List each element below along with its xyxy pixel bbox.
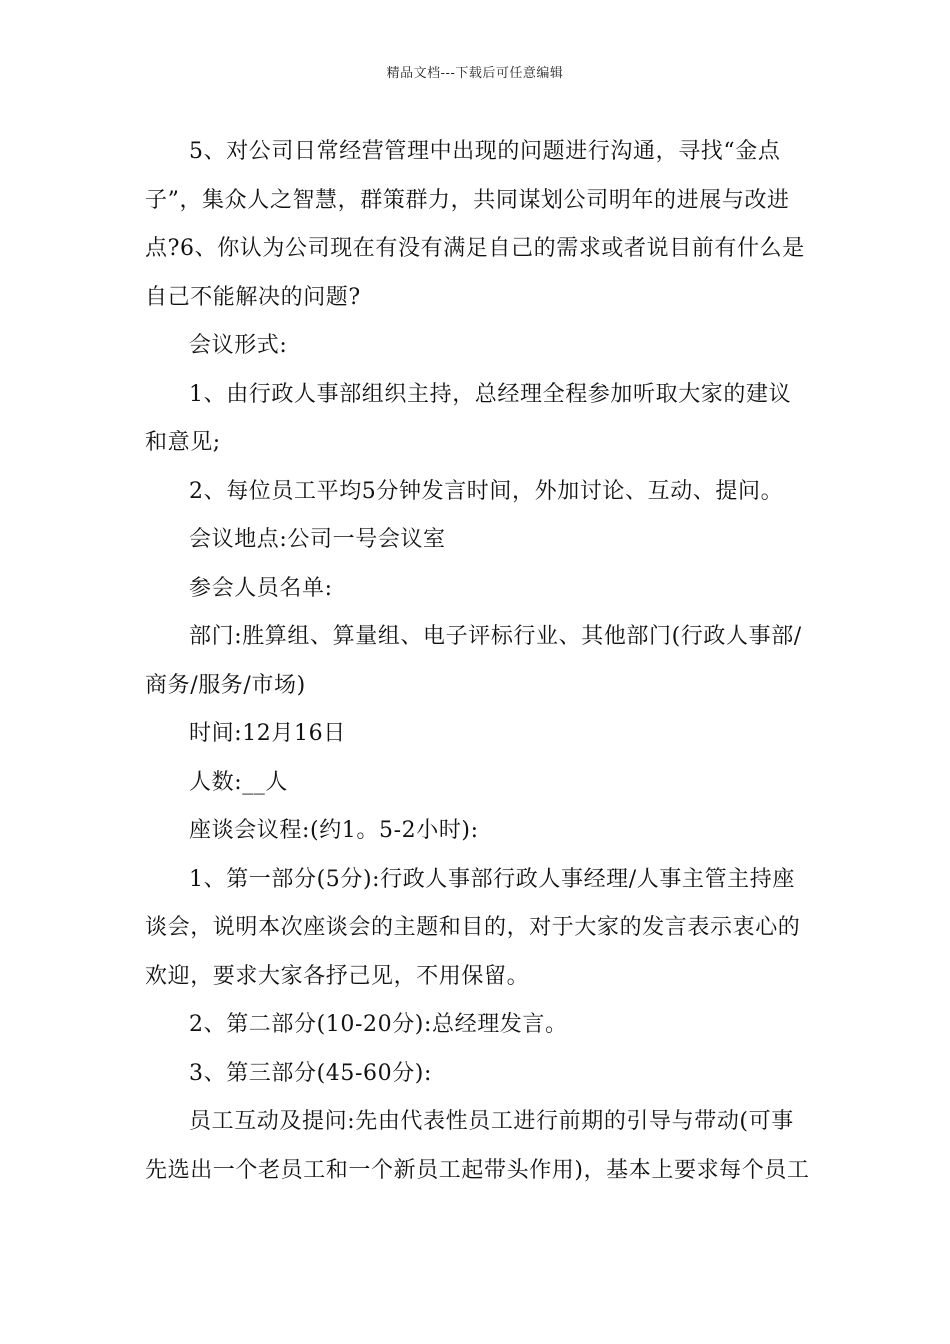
paragraph-departments: 部门:胜算组、算量组、电子评标行业、其他部门(行政人事部/商务/服务/市场) bbox=[145, 624, 802, 698]
paragraph-format-item-2: 2、每位员工平均5分钟发言时间，外加讨论、互动、提问。 bbox=[189, 478, 784, 504]
paragraph-agenda-part-2: 2、第二部分(10-20分):总经理发言。 bbox=[189, 1012, 568, 1037]
paragraph-agenda-item-5: 5、对公司日常经营管理中出现的问题进行沟通，寻找“金点子”，集众人之智慧，群策群力，共同谋划公司明年的进展与改进点?6、你认为公司现在有没有满足自己的需求或者说目前有什么是自己不能解决的问题? bbox=[145, 139, 805, 310]
paragraph-meeting-format-heading: 会议形式: bbox=[189, 333, 288, 358]
document-body bbox=[145, 128, 810, 1195]
paragraph-employee-interaction: 员工互动及提问:先由代表性员工进行前期的引导与带动(可事先选出一个老员工和一个新员工起带头作用)，基本上要求每个员工 bbox=[145, 1109, 810, 1183]
paragraph-headcount: 人数:__人 bbox=[189, 769, 289, 795]
page-header: 精品文档---下载后可任意编辑 bbox=[386, 66, 564, 81]
paragraph-agenda-heading: 座谈会议程:(约1。5-2小时): bbox=[189, 818, 479, 843]
paragraph-meeting-location: 会议地点:公司一号会议室 bbox=[189, 527, 446, 552]
paragraph-format-item-1: 1、由行政人事部组织主持，总经理全程参加听取大家的建议和意见; bbox=[145, 381, 792, 455]
paragraph-agenda-part-1: 1、第一部分(5分):行政人事部行政人事经理/人事主管主持座谈会，说明本次座谈会的主题和目的，对于大家的发言表示衷心的欢迎，要求大家各抒己见，不用保留。 bbox=[145, 866, 801, 989]
paragraph-agenda-part-3: 3、第三部分(45-60分): bbox=[189, 1060, 432, 1086]
paragraph-date: 时间:12月16日 bbox=[189, 721, 346, 746]
paragraph-attendee-list-heading: 参会人员名单: bbox=[189, 575, 333, 601]
